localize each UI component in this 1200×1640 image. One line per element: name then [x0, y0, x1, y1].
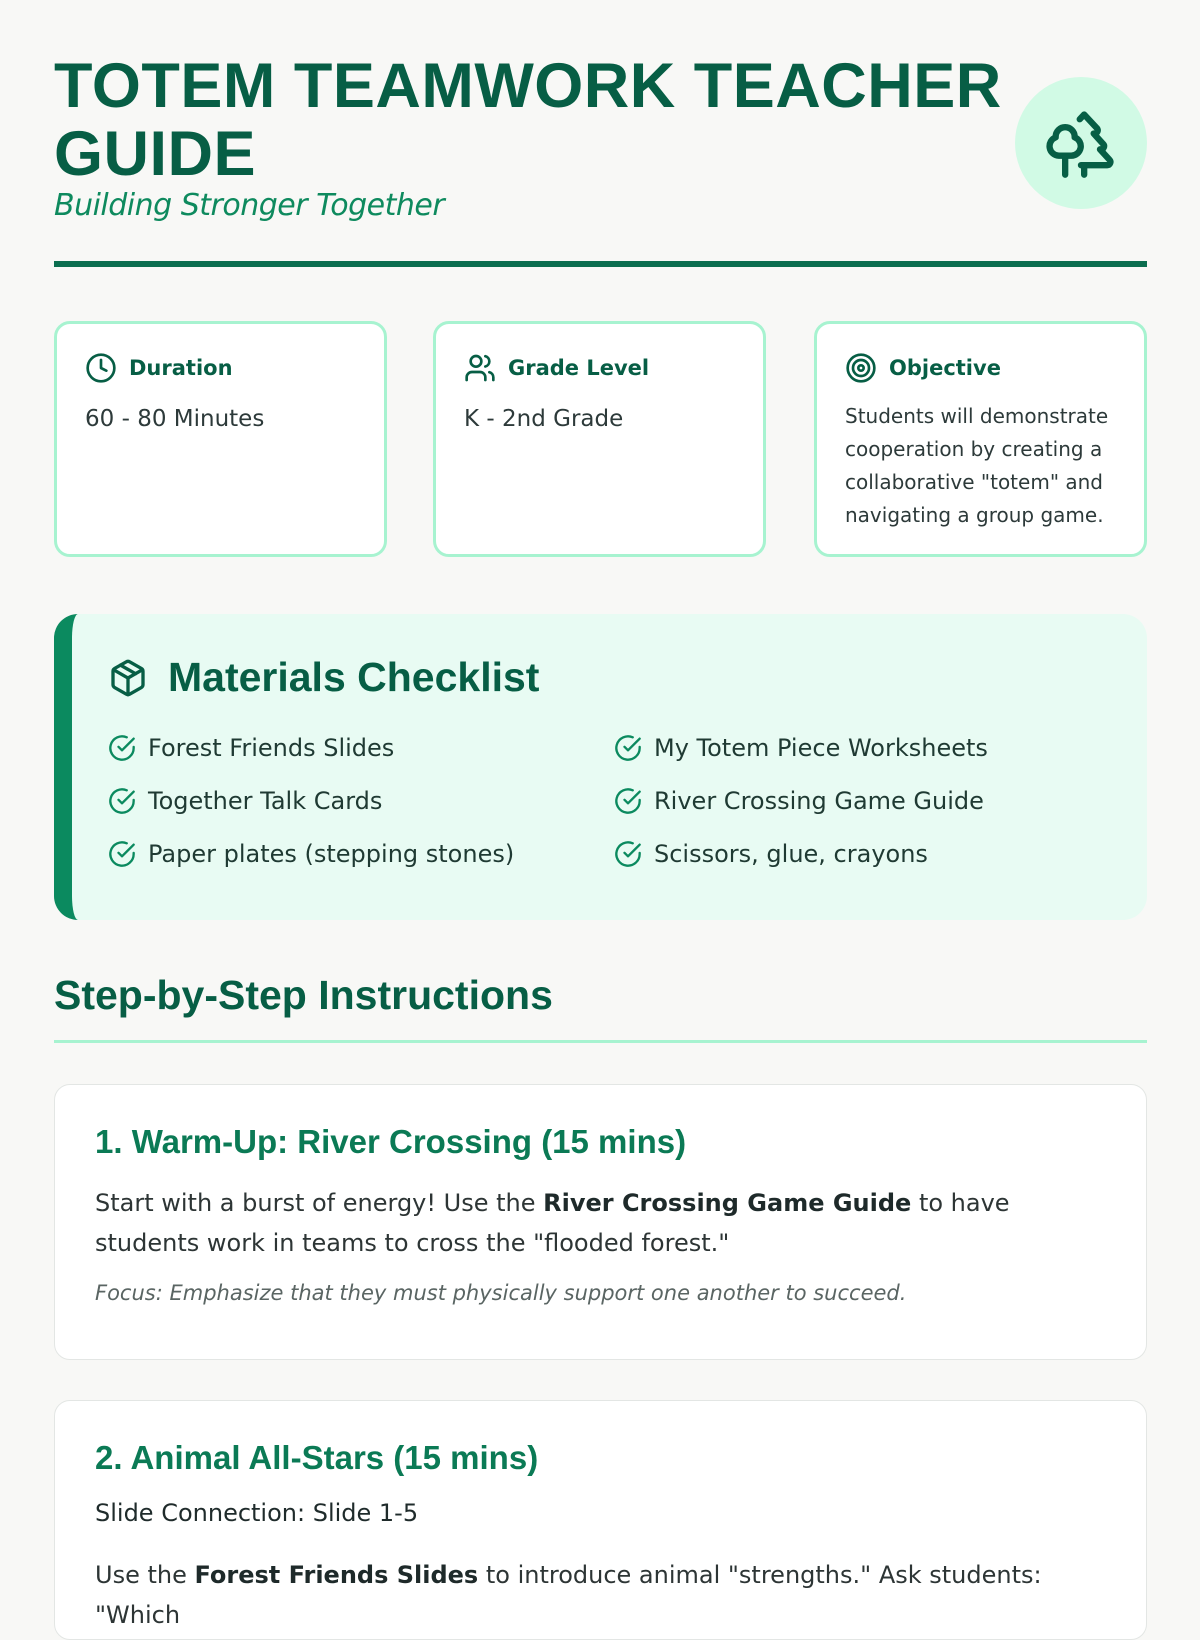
materials-title: Materials Checklist: [168, 654, 540, 700]
users-icon: [464, 352, 496, 384]
step-title: 1. Warm-Up: River Crossing (15 mins): [95, 1123, 687, 1160]
package-icon: [108, 658, 148, 698]
objective-label: Objective: [889, 356, 1001, 380]
objective-card: [814, 321, 1147, 557]
check-circle-icon: [108, 734, 136, 762]
grade-level-label: Grade Level: [508, 356, 650, 380]
material-reference: Forest Friends Slides: [194, 1561, 479, 1589]
step-focus-note: Focus: Emphasize that they must physically support one another to succeed.: [95, 1281, 907, 1305]
materials-item: [614, 787, 984, 815]
materials-item-label: Paper plates (stepping stones): [148, 840, 515, 868]
materials-checklist: [54, 614, 1147, 920]
header-divider: [54, 261, 1147, 267]
objective-text: Students will demonstrate cooperation by creating a collaborative "totem" and navigating a group game.: [845, 404, 1109, 527]
check-circle-icon: [614, 787, 642, 815]
trees-icon: [1043, 105, 1119, 181]
page-title: TOTEM TEAMWORK TEACHER GUIDE: [54, 51, 1002, 189]
clock-icon: [85, 352, 117, 384]
check-circle-icon: [108, 840, 136, 868]
materials-item: [108, 840, 514, 868]
materials-item-label: River Crossing Game Guide: [654, 787, 984, 815]
material-reference: River Crossing Game Guide: [543, 1189, 912, 1217]
materials-item: [614, 840, 928, 868]
steps-divider: [54, 1040, 1147, 1043]
target-icon: [845, 352, 877, 384]
grade-level-card: [433, 321, 766, 557]
step-card-1: [54, 1084, 1147, 1360]
materials-item: [614, 734, 988, 762]
duration-value: 60 - 80 Minutes: [85, 406, 265, 432]
materials-item: [108, 734, 394, 762]
page-subtitle: Building Stronger Together: [54, 188, 445, 223]
grade-level-value: K - 2nd Grade: [464, 406, 624, 432]
check-circle-icon: [108, 787, 136, 815]
duration-label: Duration: [129, 356, 233, 380]
materials-item-label: My Totem Piece Worksheets: [654, 734, 988, 762]
step-body: Use the Forest Friends Slides to introduce animal "strengths." Ask students: "Which: [95, 1561, 1042, 1629]
steps-section-title: Step-by-Step Instructions: [54, 972, 553, 1018]
materials-item-label: Scissors, glue, crayons: [654, 840, 928, 868]
logo-badge: [1015, 77, 1147, 209]
info-cards: [54, 321, 1147, 561]
materials-item: [108, 787, 382, 815]
duration-card: [54, 321, 387, 557]
check-circle-icon: [614, 840, 642, 868]
guide-page: [54, 0, 1147, 1629]
page-header: [54, 0, 1147, 268]
slide-connection: Slide Connection: Slide 1-5: [95, 1499, 419, 1527]
check-circle-icon: [614, 734, 642, 762]
step-body: Start with a burst of energy! Use the River Crossing Game Guide to have students work in teams to cross the "flooded forest.": [95, 1189, 1010, 1257]
materials-item-label: Together Talk Cards: [148, 787, 383, 815]
step-card-2: [54, 1400, 1147, 1640]
materials-item-label: Forest Friends Slides: [148, 734, 395, 762]
step-title: 2. Animal All-Stars (15 mins): [95, 1439, 539, 1476]
